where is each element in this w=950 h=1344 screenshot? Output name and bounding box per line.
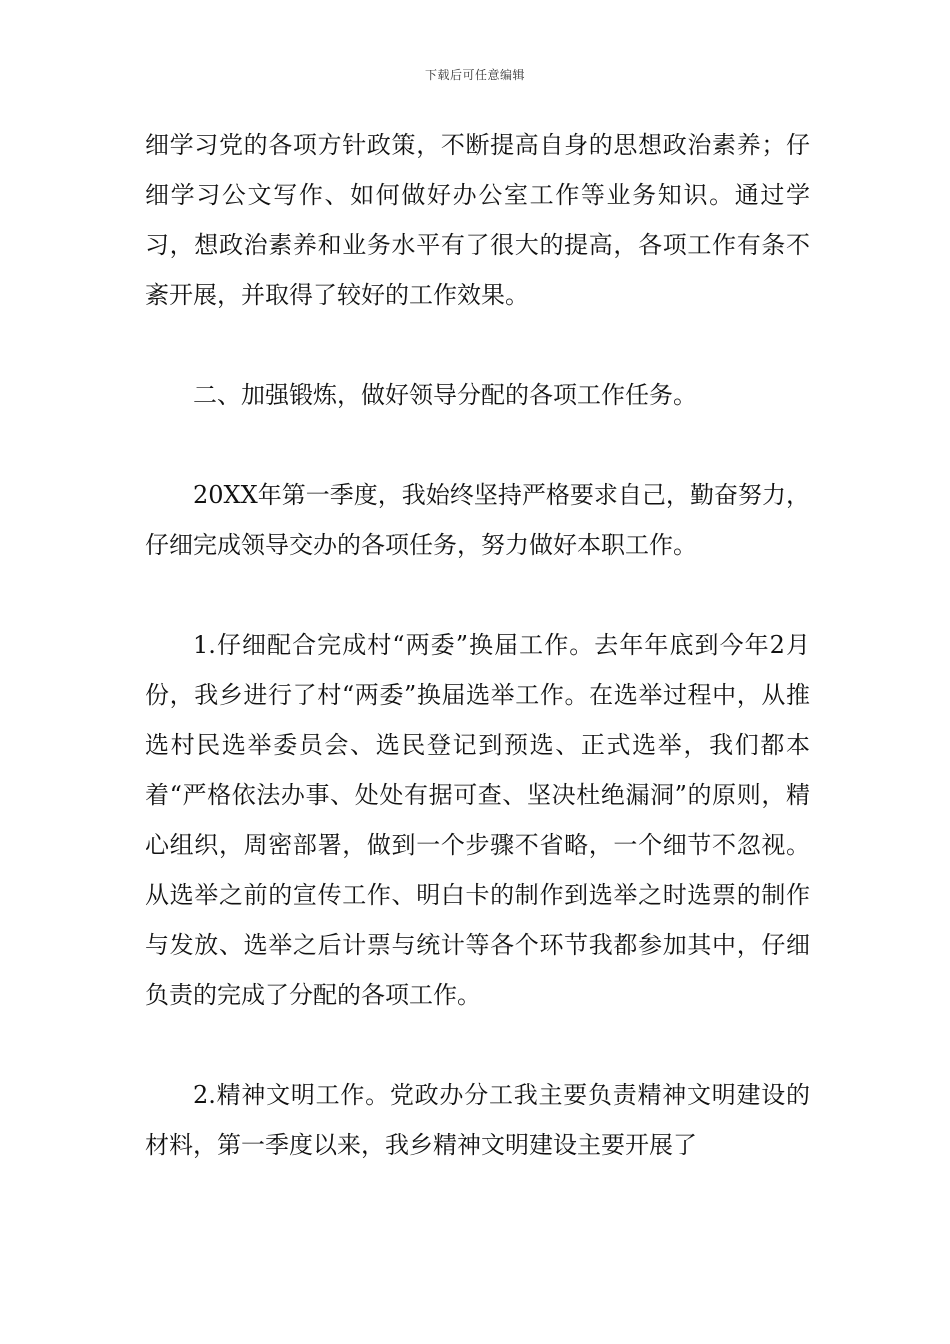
paragraph-civilization-work: 2.精神文明工作。党政办分工我主要负责精神文明建设的材料，第一季度以来，我乡精神文明建设主要开展了 bbox=[145, 1081, 810, 1159]
paragraph-gap bbox=[145, 420, 810, 470]
page-header: 下载后可任意编辑 bbox=[424, 68, 525, 82]
paragraph-quarter-summary: 20XX年第一季度，我始终坚持严格要求自己，勤奋努力，仔细完成领导交办的各项任务，努力做好本职工作。 bbox=[145, 481, 810, 559]
document-body bbox=[145, 120, 810, 1170]
paragraph-gap bbox=[145, 1020, 810, 1070]
paragraph-election-work: 1.仔细配合完成村“两委”换届工作。去年年底到今年2月份，我乡进行了村“两委”换届选举工作。在选举过程中，从推选村民选举委员会、选民登记到预选、正式选举，我们都本着“严格依法办事、处处有据可查、坚决杜绝漏洞”的原则，精心组织，周密部署，做到一个步骤不省略，一个细节不忽视。从选举之前的宣传工作、明白卡的制作到选举之时选票的制作与发放、选举之后计票与统计等各个环节我都参加其中，仔细负责的完成了分配的各项工作。 bbox=[145, 631, 810, 1009]
paragraph-continuation: 细学习党的各项方针政策，不断提高自身的思想政治素养；仔细学习公文写作、如何做好办公室工作等业务知识。通过学习，想政治素养和业务水平有了很大的提高，各项工作有条不紊开展，并取得了较好的工作效果。 bbox=[145, 131, 810, 309]
paragraph-gap bbox=[145, 570, 810, 620]
section-heading: 二、加强锻炼，做好领导分配的各项工作任务。 bbox=[193, 381, 697, 409]
paragraph-gap bbox=[145, 320, 810, 370]
